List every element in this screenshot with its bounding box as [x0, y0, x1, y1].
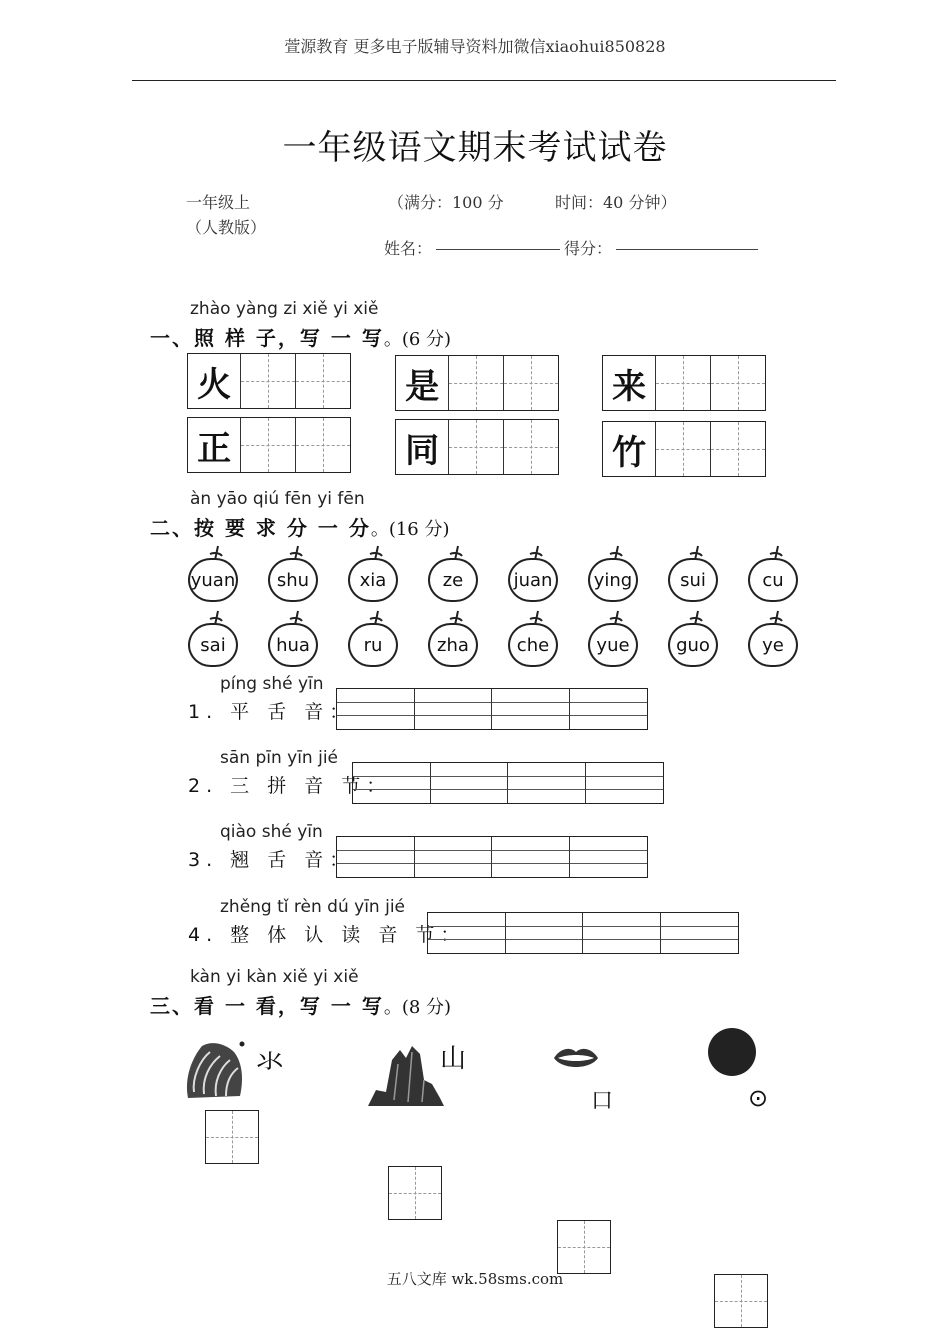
example-char: 是: [396, 356, 449, 410]
apple-syllable[interactable]: [348, 544, 400, 606]
apple-label: zha: [428, 623, 478, 667]
char-grid-4: [187, 417, 351, 473]
write-cell[interactable]: [241, 354, 295, 408]
q3-pinyin: qiào shé yīn: [220, 822, 323, 842]
edition-label: （人教版）: [186, 218, 267, 237]
apple-syllable[interactable]: [588, 609, 640, 671]
q2-label: 2. 三 拼 音 节：: [188, 775, 392, 797]
answer-slot[interactable]: [337, 837, 415, 877]
answer-slot[interactable]: [492, 689, 570, 729]
answer-slot[interactable]: [492, 837, 570, 877]
section2-title: [150, 512, 450, 541]
write-box-water[interactable]: [205, 1110, 259, 1164]
example-char: 同: [396, 420, 449, 474]
q4-pinyin: zhěng tǐ rèn dú yīn jié: [220, 897, 406, 917]
answer-slot[interactable]: [586, 763, 664, 803]
apple-label: hua: [268, 623, 318, 667]
section1-title: [150, 322, 451, 351]
section3-pinyin: kàn yi kàn xiě yi xiě: [190, 967, 359, 987]
q2-answer-lines[interactable]: [352, 762, 664, 804]
header-rule: [132, 80, 836, 81]
char-grid-3: [602, 355, 766, 411]
example-char: 正: [188, 418, 241, 472]
q3-label: 3. 翘 舌 音：: [188, 849, 355, 871]
apple-syllable[interactable]: [748, 609, 800, 671]
q3-answer-lines[interactable]: [336, 836, 648, 878]
apple-row-1: [188, 544, 798, 606]
apple-syllable[interactable]: [508, 544, 560, 606]
answer-slot[interactable]: [415, 837, 493, 877]
grade-label: 一年级上: [186, 193, 251, 212]
apple-label: ye: [748, 623, 798, 667]
sun-glyph: ⊙: [748, 1084, 769, 1112]
char-grid-6: [602, 421, 766, 477]
apple-syllable[interactable]: [668, 544, 720, 606]
section3-title: [150, 990, 451, 1019]
write-cell[interactable]: [449, 356, 503, 410]
write-cell[interactable]: [711, 422, 765, 476]
apple-label: ru: [348, 623, 398, 667]
apple-syllable[interactable]: [428, 544, 480, 606]
q2-pinyin: sān pīn yīn jié: [220, 748, 339, 768]
apple-label: yuan: [188, 558, 238, 602]
answer-slot[interactable]: [506, 913, 584, 953]
apple-syllable[interactable]: [188, 609, 240, 671]
apple-label: ying: [588, 558, 638, 602]
apple-syllable[interactable]: [508, 609, 560, 671]
write-box-mountain[interactable]: [388, 1166, 442, 1220]
section2-pinyin: àn yāo qiú fēn yi fēn: [190, 489, 365, 509]
answer-slot[interactable]: [583, 913, 661, 953]
char-grid-2: [395, 355, 559, 411]
exam-time: 时间：40 分钟）: [555, 193, 677, 212]
apple-label: xia: [348, 558, 398, 602]
example-char: 竹: [603, 422, 656, 476]
q4-label: 4. 整 体 认 读 音 节：: [188, 924, 466, 946]
write-cell[interactable]: [656, 356, 710, 410]
apple-label: ze: [428, 558, 478, 602]
write-cell[interactable]: [241, 418, 295, 472]
write-cell[interactable]: [296, 354, 350, 408]
section3-points: 。(8 分): [383, 997, 452, 1018]
answer-slot[interactable]: [428, 913, 506, 953]
apple-label: juan: [508, 558, 558, 602]
apple-syllable[interactable]: [348, 609, 400, 671]
page-header: 萱源教育 更多电子版辅导资料加微信xiaohui850828: [284, 37, 666, 56]
answer-slot[interactable]: [415, 689, 493, 729]
score-label: 得分：: [564, 239, 613, 258]
write-cell[interactable]: [449, 420, 503, 474]
apple-label: che: [508, 623, 558, 667]
char-grid-1: [187, 353, 351, 409]
q1-pinyin: píng shé yīn: [220, 674, 324, 694]
page-footer: 五八文库 wk.58sms.com: [386, 1270, 564, 1288]
answer-slot[interactable]: [508, 763, 586, 803]
page-title: 一年级语文期末考试试卷: [282, 128, 668, 168]
water-glyph: 氺: [256, 1045, 285, 1078]
write-cell[interactable]: [296, 418, 350, 472]
section1-pinyin: zhào yàng zi xiě yi xiě: [190, 299, 379, 319]
score-field[interactable]: [616, 249, 758, 250]
name-field[interactable]: [436, 249, 560, 250]
section1-points: 。(6 分): [383, 329, 452, 350]
apple-syllable[interactable]: [268, 609, 320, 671]
section1-title-text: 一、照 样 子，写 一 写: [150, 326, 384, 350]
answer-slot[interactable]: [353, 763, 431, 803]
apple-syllable[interactable]: [748, 544, 800, 606]
full-score: （满分：100 分: [388, 193, 504, 212]
apple-label: shu: [268, 558, 318, 602]
example-char: 来: [603, 356, 656, 410]
sun-picture: [706, 1026, 758, 1078]
write-cell[interactable]: [504, 356, 558, 410]
apple-label: cu: [748, 558, 798, 602]
mountain-picture: [366, 1040, 446, 1108]
answer-slot[interactable]: [661, 913, 739, 953]
answer-slot[interactable]: [337, 689, 415, 729]
example-char: 火: [188, 354, 241, 408]
mouth-glyph: 口: [591, 1089, 614, 1114]
answer-slot[interactable]: [431, 763, 509, 803]
apple-syllable[interactable]: [588, 544, 640, 606]
water-picture: [182, 1038, 252, 1104]
apple-syllable[interactable]: [668, 609, 720, 671]
mouth-picture: [552, 1044, 600, 1072]
answer-slot[interactable]: [570, 837, 648, 877]
section3-title-text: 三、看 一 看，写 一 写: [150, 994, 384, 1018]
write-cell[interactable]: [711, 356, 765, 410]
apple-syllable[interactable]: [428, 609, 480, 671]
name-row: [384, 236, 762, 259]
answer-slot[interactable]: [570, 689, 648, 729]
apple-syllable[interactable]: [188, 544, 240, 606]
q1-answer-lines[interactable]: [336, 688, 648, 730]
name-label: 姓名：: [384, 239, 433, 258]
char-grid-5: [395, 419, 559, 475]
q4-answer-lines[interactable]: [427, 912, 739, 954]
write-cell[interactable]: [656, 422, 710, 476]
apple-syllable[interactable]: [268, 544, 320, 606]
apple-row-2: [188, 609, 798, 671]
write-cell[interactable]: [504, 420, 558, 474]
write-box-mouth[interactable]: [557, 1220, 611, 1274]
mountain-glyph: 山: [440, 1044, 467, 1074]
apple-label: sui: [668, 558, 718, 602]
section2-title-text: 二、按 要 求 分 一 分: [150, 516, 371, 540]
apple-label: sai: [188, 623, 238, 667]
q1-label: 1. 平 舌 音：: [188, 701, 355, 723]
section2-points: 。(16 分): [370, 519, 450, 540]
apple-label: guo: [668, 623, 718, 667]
apple-label: yue: [588, 623, 638, 667]
